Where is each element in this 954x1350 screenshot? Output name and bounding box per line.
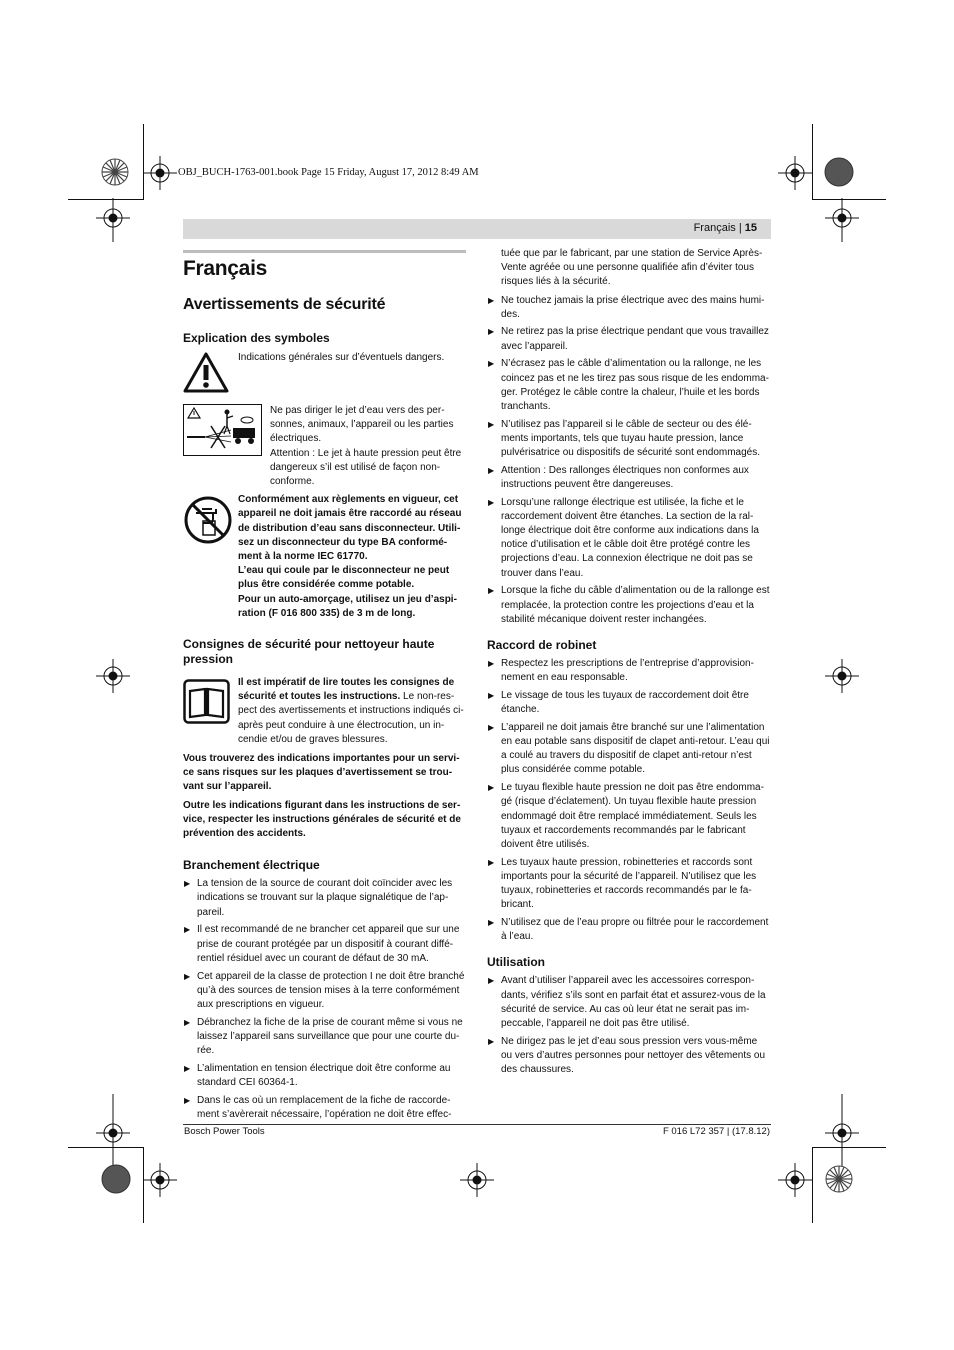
- page-header: [183, 219, 771, 239]
- footer-rule: [183, 1124, 771, 1125]
- list-item: ▶ Ne retirez pas la prise électrique pendant que vous travaillez avec l’appareil.: [488, 326, 769, 352]
- disconnector-text-3: Pour un auto-amorçage, utilisez un jeu d’aspiration (F 016 800 335) de 3 m de long.: [238, 593, 457, 619]
- bullet-triangle-icon: ▶: [488, 690, 495, 700]
- list-item: ▶ Ne touchez jamais la prise électrique avec des mains humides.: [488, 294, 765, 320]
- registration-mark-icon: [778, 1163, 812, 1197]
- read-instructions-text: [238, 676, 466, 747]
- registration-mark-icon: [96, 198, 130, 242]
- disconnector-text-1: Conformément aux règlements en vigueur, cet appareil ne doit jamais être raccordé au réseau de distribution d’eau sans disconnecteur. Utilisez un disconnecteur du type BA conformément à la norme IEC 61770.: [238, 494, 462, 563]
- symbols-heading: Explication des symboles: [183, 331, 330, 345]
- section-title: Avertissements de sécurité: [183, 296, 386, 313]
- water-jet-warning-icon: [183, 404, 270, 489]
- bullet-triangle-icon: ▶: [184, 1063, 191, 1073]
- left-column: [183, 250, 466, 1125]
- registration-mark-icon: [96, 659, 130, 693]
- gray-patch-icon: [824, 157, 854, 192]
- bullet-triangle-icon: ▶: [488, 465, 495, 475]
- print-info: OBJ_BUCH-1763-001.book Page 15 Friday, August 17, 2012 8:49 AM: [178, 167, 479, 178]
- gray-patch-icon: [101, 1164, 131, 1199]
- bullet-triangle-icon: ▶: [184, 1017, 191, 1027]
- bullet-triangle-icon: ▶: [488, 917, 495, 927]
- crop-mark: [812, 124, 813, 200]
- jet-warning-text: Ne pas diriger le jet d’eau vers des personnes, animaux, l’appareil ou les parties électriques.: [270, 405, 454, 445]
- registration-mark-icon: [778, 156, 812, 190]
- star-target-icon: [825, 1165, 853, 1198]
- warning-triangle-icon: [183, 351, 238, 398]
- list-item: ▶ Avant d’utiliser l’appareil avec les accessoires correspondants, vérifiez s’ils sont en parfait état et assurez-vous de la sécurité de service. Au cas où leur état ne serait pas impeccable, l’appareil ne doit pas être utilisé.: [488, 975, 766, 1029]
- split-item-end: uée que par le fabricant, par une station de Service Après-Vente agréée ou une personne qualifiée afin d’éviter tous risques liés à la sécurité.: [501, 248, 763, 288]
- general-safety-text: Outre les indications figurant dans les instructions de service, respecter les instructions générales de sécurité et de prévention des accidents.: [183, 799, 461, 840]
- bullet-triangle-icon: ▶: [184, 1095, 191, 1105]
- list-item: ▶ L’alimentation en tension électrique doit être conforme au standard CEI 60364-1.: [184, 1062, 451, 1088]
- list-item: ▶ Lorsque la fiche du câble d’alimentation ou de la rallonge est remplacée, la protection contre les projections d’eau et la stabilité mécanique doivent rester inchangées.: [488, 585, 770, 625]
- list-item: ▶ La tension de la source de courant doit coïncider avec les indications se trouvant sur la plaque signalétique de l’appareil.: [184, 878, 453, 918]
- symbol-jet-warning: [183, 404, 466, 489]
- list-item: ▶ Le vissage de tous les tuyaux de raccordement doit être étanche.: [488, 689, 749, 716]
- bullet-triangle-icon: ▶: [488, 327, 495, 337]
- crop-mark: [812, 1147, 813, 1223]
- star-target-icon: [101, 158, 129, 191]
- footer-brand: Bosch Power Tools: [184, 1126, 265, 1137]
- utilisation-heading: Utilisation: [487, 955, 546, 970]
- list-item: ▶ Débranchez la fiche de la prise de courant même si vous ne laissez l’appareil sans surveillance que pour une courte durée.: [184, 1016, 463, 1057]
- bullet-triangle-icon: ▶: [184, 879, 191, 889]
- registration-mark-icon: [825, 659, 859, 693]
- read-manual-icon: [183, 676, 238, 747]
- bullet-triangle-icon: ▶: [488, 419, 495, 429]
- branchement-list-left: [183, 877, 466, 1121]
- list-item-split: [183, 1094, 466, 1122]
- list-item: ▶ Ne dirigez pas le jet d’eau sous pression vers vous-même ou vers d’autres personnes pour nettoyer des vêtements ou des chaussures.: [488, 1035, 766, 1076]
- list-item: ▶ Lorsqu’une rallonge électrique est utilisée, la fiche et le raccordement doivent être étanches. La section de la rallonge électrique doit être conforme aux indications dans la notice d’utilisation et le câble doit être protégé contre les projections d’eau. La connexion électrique ne doit pas se trouver dans l’eau.: [488, 496, 759, 579]
- disconnector-text-2: L’eau qui coule par le disconnecteur ne peut plus être considérée comme potable.: [238, 565, 450, 591]
- bullet-triangle-icon: ▶: [488, 586, 495, 596]
- symbol-disconnector: [183, 493, 466, 621]
- page-number: 15: [744, 222, 757, 234]
- title-rule: [183, 250, 466, 253]
- consignes-heading: Consignes de sécurité pour nettoyeur haute pression: [183, 637, 435, 667]
- branchement-heading: Branchement électrique: [183, 858, 320, 873]
- split-item-start: Dans le cas où un remplacement de la fiche de raccordement s’avèrerait nécessaire, l’opération ne doit être effec: [197, 1094, 452, 1120]
- no-tap-connection-icon: [183, 493, 238, 621]
- list-item: ▶ Il est recommandé de ne brancher cet appareil que sur une prise de courant protégée par un dispositif à courant différentiel résiduel avec un courant de défaut de 30 mA.: [184, 924, 460, 964]
- header-separator: |: [738, 222, 742, 234]
- list-item: ▶ Cet appareil de la classe de protection I ne doit être branché qu’à des sources de tension mises à la terre conformément aux prescriptions en vigueur.: [184, 970, 465, 1010]
- symbol-read-manual: [183, 676, 466, 747]
- bullet-triangle-icon: ▶: [488, 359, 495, 369]
- list-item: ▶ N’utilisez pas l’appareil si le câble de secteur ou des éléments importants, tels que tuyau haute pression, lance pulvérisatrice ou dispositifs de sécurité sont endommagés.: [488, 418, 761, 459]
- bullet-triangle-icon: ▶: [488, 497, 495, 507]
- registration-mark-icon: [143, 1163, 177, 1197]
- branchement-list-right: [487, 247, 770, 627]
- read-instructions-rest: Le non-respect des avertissements et instructions indiqués ci-après peut conduire à une électrocution, un incendie et/ou de graves blessures.: [238, 691, 464, 745]
- right-column: [487, 247, 770, 1081]
- bullet-triangle-icon: ▶: [488, 976, 495, 986]
- bullet-triangle-icon: ▶: [488, 658, 495, 668]
- list-item: ▶ L’appareil ne doit jamais être branché sur une l’alimentation en eau potable sans dispositif de clapet anti-retour. L’eau qui a coulé au travers du dispositif de clapet anti-retour n’est plus considérée comme potable.: [488, 721, 770, 776]
- bullet-triangle-icon: ▶: [488, 1036, 495, 1046]
- registration-mark-icon: [460, 1163, 494, 1197]
- list-item: ▶ Le tuyau flexible haute pression ne doit pas être endommagé (risque d’éclatement). Un tuyau flexible haute pression endommagé doit être remplacé immédiatement. Seuls les tuyaux et raccordements recommandés par le fabricant doivent être utilisés.: [488, 782, 764, 850]
- registration-mark-icon: [96, 1094, 130, 1170]
- list-item: ▶ Les tuyaux haute pression, robinetteries et raccords sont importants pour la sécurité de l’appareil. N’utilisez que les tuyaux, robinetteries et raccords recommandés par le fabricant.: [488, 856, 757, 911]
- robinet-heading: Raccord de robinet: [487, 637, 597, 652]
- registration-mark-icon: [825, 1094, 859, 1170]
- list-item: ▶ N’utilisez que de l’eau propre ou filtrée pour le raccordement à l’eau.: [488, 916, 769, 943]
- header-language: Français: [693, 222, 736, 234]
- jet-attention-text: Attention : Le jet à haute pression peut être dangereux s’il est utilisé de façon non-conforme.: [270, 447, 462, 488]
- list-item: ▶ Attention : Des rallonges électriques non conformes aux instructions peuvent être dangereuses.: [488, 464, 749, 490]
- list-item: ▶ N’écrasez pas le câble d’alimentation ou la rallonge, ne les coincez pas et ne les tirez pas sous risque de les endommager. Protégez le câble contre la chaleur, l’huile et les bords tranchants.: [488, 358, 769, 412]
- registration-mark-icon: [143, 156, 177, 190]
- list-item-continued: [487, 247, 770, 290]
- bullet-triangle-icon: ▶: [184, 971, 191, 981]
- utilisation-list: [487, 974, 770, 1077]
- symbol-general-warning: [183, 351, 466, 398]
- robinet-list: [487, 657, 770, 944]
- bullet-triangle-icon: ▶: [488, 783, 495, 793]
- read-instructions-bold: Il est impératif de lire toutes les consignes de sécurité et toutes les instructions.: [238, 677, 455, 703]
- bullet-triangle-icon: ▶: [488, 722, 495, 732]
- list-item: ▶ Respectez les prescriptions de l’entreprise d’approvisionnement en eau responsable.: [488, 657, 754, 684]
- general-warning-text: Indications générales sur d’éventuels dangers.: [238, 352, 445, 363]
- registration-mark-icon: [825, 198, 859, 242]
- page-title: Français: [183, 257, 267, 280]
- warning-plates-text: Vous trouverez des indications importantes pour un service sans risques sur les plaques d’avertissement se trouvant sur l’appareil.: [183, 753, 460, 793]
- bullet-triangle-icon: ▶: [488, 295, 495, 305]
- bullet-triangle-icon: ▶: [488, 857, 495, 867]
- bullet-triangle-icon: ▶: [184, 925, 191, 935]
- footer-doc-ref: F 016 L72 357 | (17.8.12): [662, 1126, 770, 1137]
